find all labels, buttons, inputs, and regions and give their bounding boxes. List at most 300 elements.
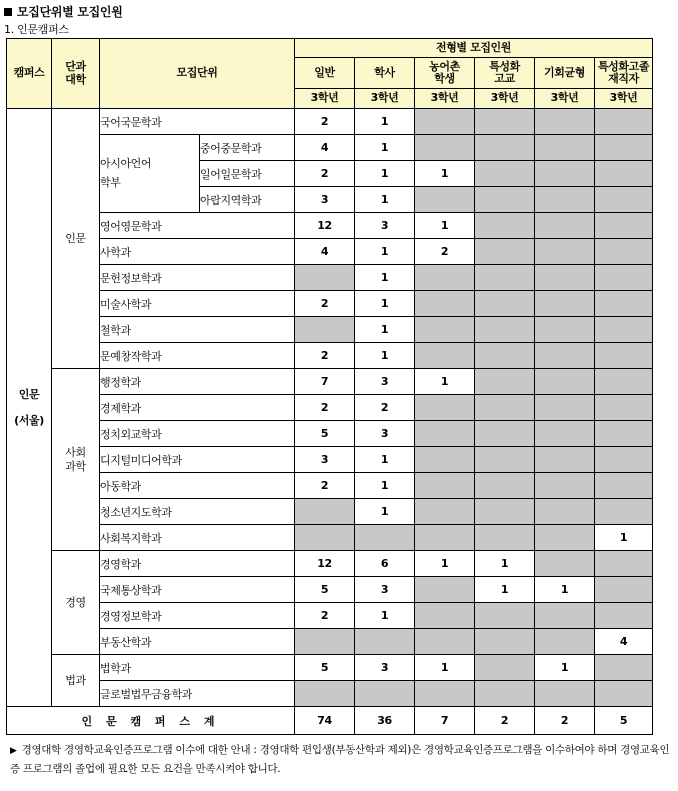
empty-cell	[475, 317, 535, 343]
total-value-text: 36	[377, 714, 392, 727]
empty-cell	[475, 109, 535, 135]
college-humanities	[52, 109, 100, 369]
quota-value: 4	[320, 245, 329, 258]
empty-cell	[595, 395, 653, 421]
department-name	[100, 447, 295, 473]
quota-cell	[355, 499, 415, 525]
quota-value: 1	[380, 609, 389, 622]
empty-cell	[595, 187, 653, 213]
department-name	[100, 473, 295, 499]
quota-value: 2	[440, 245, 449, 258]
quota-value: 3	[380, 219, 389, 232]
department-name	[100, 109, 295, 135]
empty-cell	[415, 577, 475, 603]
campus-cell	[7, 109, 52, 707]
empty-cell	[475, 681, 535, 707]
total-value	[295, 707, 355, 735]
empty-cell	[415, 473, 475, 499]
empty-cell	[535, 135, 595, 161]
department-label: 문헌정보학과	[100, 271, 162, 285]
quota-cell	[295, 473, 355, 499]
header-grade-0	[295, 89, 355, 109]
quota-cell	[295, 187, 355, 213]
college-social-science	[52, 369, 100, 551]
empty-cell	[595, 421, 653, 447]
department-name	[100, 239, 295, 265]
quota-cell	[355, 161, 415, 187]
quota-value: 12	[317, 219, 332, 232]
empty-cell	[595, 135, 653, 161]
header-grade-label: 3학년	[430, 91, 459, 105]
college-name: 법과	[65, 673, 86, 687]
quota-value: 1	[380, 115, 389, 128]
quota-cell	[355, 369, 415, 395]
quota-value: 1	[380, 323, 389, 336]
department-label: 아동학과	[100, 479, 141, 493]
table-row	[7, 213, 653, 239]
department-name	[200, 135, 295, 161]
quota-cell	[355, 551, 415, 577]
empty-cell	[595, 655, 653, 681]
table-row	[7, 135, 653, 161]
empty-cell	[475, 603, 535, 629]
table-row	[7, 421, 653, 447]
empty-cell	[475, 421, 535, 447]
department-name	[100, 525, 295, 551]
quota-cell	[295, 369, 355, 395]
empty-cell	[595, 239, 653, 265]
header-type-label: 특성화고졸	[597, 59, 650, 73]
total-value	[415, 707, 475, 735]
table-row	[7, 629, 653, 655]
quota-value: 1	[500, 557, 509, 570]
quota-cell	[355, 187, 415, 213]
quota-cell	[355, 109, 415, 135]
quota-value: 5	[320, 583, 329, 596]
total-value	[475, 707, 535, 735]
header-type-label: 학사	[374, 65, 395, 79]
quota-value: 1	[380, 505, 389, 518]
total-value-text: 2	[560, 714, 569, 727]
quota-cell	[295, 135, 355, 161]
department-name	[100, 499, 295, 525]
quota-value: 4	[619, 635, 628, 648]
empty-cell	[595, 369, 653, 395]
quota-value: 3	[380, 375, 389, 388]
empty-cell	[535, 473, 595, 499]
empty-cell	[475, 135, 535, 161]
department-label: 글로벌법무금융학과	[100, 687, 193, 701]
empty-cell	[415, 681, 475, 707]
empty-cell	[415, 421, 475, 447]
empty-cell	[535, 109, 595, 135]
note-text: 경영대학 경영학교육인증프로그램 이수에 대한 안내 : 경영대학 편입생(부동산학과 제외)은 경영학교육인증프로그램을 이수하여야 하며 경영교육인증 프로그램의 졸업에 필요한 모든 요건을 만족시켜야 합니다.	[10, 744, 670, 775]
header-grade-label: 3학년	[609, 91, 638, 105]
table-row	[7, 551, 653, 577]
empty-cell	[535, 369, 595, 395]
quota-cell	[415, 213, 475, 239]
department-name	[100, 317, 295, 343]
department-name	[100, 291, 295, 317]
empty-cell	[475, 525, 535, 551]
quota-cell	[355, 473, 415, 499]
department-label: 철학과	[100, 323, 131, 337]
empty-cell	[475, 213, 535, 239]
quota-value: 1	[560, 583, 569, 596]
empty-cell	[595, 161, 653, 187]
table-row	[7, 681, 653, 707]
quota-cell	[295, 603, 355, 629]
quota-cell	[295, 109, 355, 135]
empty-cell	[415, 447, 475, 473]
empty-cell	[535, 681, 595, 707]
quota-value: 1	[380, 141, 389, 154]
empty-cell	[595, 551, 653, 577]
department-name	[100, 603, 295, 629]
header-type-label: 특성화	[489, 59, 520, 73]
empty-cell	[595, 681, 653, 707]
division-name: 학부	[100, 175, 121, 189]
department-name	[100, 681, 295, 707]
empty-cell	[535, 499, 595, 525]
empty-cell	[535, 603, 595, 629]
department-label: 경영학과	[100, 557, 141, 571]
empty-cell	[415, 525, 475, 551]
empty-cell	[535, 343, 595, 369]
department-label: 경영정보학과	[100, 609, 162, 623]
department-label: 부동산학과	[100, 635, 152, 649]
header-grade-label: 3학년	[370, 91, 399, 105]
empty-cell	[295, 317, 355, 343]
empty-cell	[415, 109, 475, 135]
department-name	[100, 421, 295, 447]
quota-value: 3	[320, 453, 329, 466]
quota-cell	[355, 291, 415, 317]
empty-cell	[595, 577, 653, 603]
table-row	[7, 343, 653, 369]
quota-cell	[535, 655, 595, 681]
table-row	[7, 369, 653, 395]
campus-name: 인문	[18, 387, 40, 401]
quota-cell	[595, 525, 653, 551]
empty-cell	[475, 499, 535, 525]
empty-cell	[475, 369, 535, 395]
header-type-label: 재직자	[608, 72, 639, 85]
header-type-label: 학생	[434, 72, 455, 85]
quota-value: 2	[320, 479, 329, 492]
quota-value: 1	[440, 557, 449, 570]
header-type-2	[415, 58, 475, 89]
department-label: 영어영문학과	[100, 219, 162, 233]
empty-cell	[475, 343, 535, 369]
table-row	[7, 525, 653, 551]
table-row	[7, 395, 653, 421]
header-grade-3	[475, 89, 535, 109]
quota-value: 1	[380, 271, 389, 284]
quota-cell	[295, 213, 355, 239]
page-title	[4, 3, 123, 20]
department-label: 중어중문학과	[200, 141, 262, 155]
empty-cell	[535, 213, 595, 239]
empty-cell	[535, 161, 595, 187]
header-grade-1	[355, 89, 415, 109]
header-grade-label: 3학년	[550, 91, 579, 105]
total-row	[7, 707, 653, 735]
department-name	[100, 655, 295, 681]
quota-cell	[415, 551, 475, 577]
quota-value: 3	[380, 661, 389, 674]
quota-value: 2	[320, 401, 329, 414]
empty-cell	[595, 213, 653, 239]
empty-cell	[535, 317, 595, 343]
department-name	[100, 343, 295, 369]
department-label: 사회복지학과	[100, 531, 162, 545]
empty-cell	[475, 239, 535, 265]
quota-cell	[355, 603, 415, 629]
college-business	[52, 551, 100, 655]
header-campus: 캠퍼스	[7, 39, 52, 109]
header-college: 단과 대학	[52, 39, 100, 109]
header-unit: 모집단위	[100, 39, 295, 109]
table-row	[7, 291, 653, 317]
total-value-text: 74	[317, 714, 332, 727]
header-type-label: 고교	[494, 72, 515, 85]
empty-cell	[415, 343, 475, 369]
empty-cell	[475, 161, 535, 187]
empty-cell	[535, 291, 595, 317]
empty-cell	[295, 629, 355, 655]
empty-cell	[475, 447, 535, 473]
quota-cell	[295, 161, 355, 187]
empty-cell	[295, 525, 355, 551]
empty-cell	[415, 265, 475, 291]
quota-value: 3	[380, 427, 389, 440]
department-label: 디지털미디어학과	[100, 453, 182, 467]
total-value	[595, 707, 653, 735]
quota-value: 4	[320, 141, 329, 154]
empty-cell	[475, 395, 535, 421]
college-law	[52, 655, 100, 707]
college-name: 인문	[65, 231, 86, 245]
empty-cell	[535, 421, 595, 447]
header-group: 전형별 모집인원	[295, 39, 653, 58]
triangle-bullet-icon: ▶	[10, 746, 17, 756]
empty-cell	[415, 291, 475, 317]
quota-value: 1	[380, 453, 389, 466]
empty-cell	[595, 317, 653, 343]
page-title-text: 모집단위별 모집인원	[17, 5, 123, 19]
total-label	[7, 707, 295, 735]
empty-cell	[595, 499, 653, 525]
department-name	[200, 161, 295, 187]
total-value-text: 2	[500, 714, 509, 727]
empty-cell	[475, 473, 535, 499]
quota-cell	[355, 421, 415, 447]
department-name	[100, 551, 295, 577]
department-label: 국제통상학과	[100, 583, 162, 597]
quota-cell	[295, 447, 355, 473]
empty-cell	[295, 265, 355, 291]
quota-value: 1	[500, 583, 509, 596]
table-row	[7, 317, 653, 343]
quota-cell	[475, 551, 535, 577]
empty-cell	[415, 603, 475, 629]
quota-value: 1	[440, 375, 449, 388]
quota-cell	[355, 135, 415, 161]
quota-value: 1	[619, 531, 628, 544]
department-name	[100, 577, 295, 603]
department-label: 법학과	[100, 661, 131, 675]
header-grade-label: 3학년	[310, 91, 339, 105]
empty-cell	[595, 291, 653, 317]
table-row	[7, 473, 653, 499]
header-type-label: 농어촌	[429, 59, 460, 73]
admissions-table	[6, 38, 653, 735]
total-value	[355, 707, 415, 735]
empty-cell	[475, 265, 535, 291]
header-type-0	[295, 58, 355, 89]
department-name	[100, 369, 295, 395]
quota-cell	[295, 421, 355, 447]
quota-value: 1	[380, 167, 389, 180]
quota-value: 2	[320, 297, 329, 310]
quota-cell	[355, 239, 415, 265]
quota-cell	[415, 161, 475, 187]
quota-cell	[295, 395, 355, 421]
table-row	[7, 603, 653, 629]
quota-value: 1	[380, 245, 389, 258]
college-name: 경영	[65, 595, 86, 609]
quota-value: 5	[320, 661, 329, 674]
quota-value: 3	[320, 193, 329, 206]
empty-cell	[415, 629, 475, 655]
department-label: 사학과	[100, 245, 131, 259]
header-type-5	[595, 58, 653, 89]
empty-cell	[595, 603, 653, 629]
department-label: 미술사학과	[100, 297, 152, 311]
quota-cell	[295, 343, 355, 369]
empty-cell	[415, 135, 475, 161]
quota-value: 3	[380, 583, 389, 596]
quota-value: 1	[440, 167, 449, 180]
empty-cell	[595, 265, 653, 291]
quota-value: 2	[320, 115, 329, 128]
quota-cell	[355, 447, 415, 473]
empty-cell	[595, 109, 653, 135]
quota-value: 1	[440, 219, 449, 232]
header-grade-2	[415, 89, 475, 109]
business-certification-note	[10, 741, 670, 778]
quota-value: 1	[380, 479, 389, 492]
empty-cell	[595, 343, 653, 369]
department-name	[100, 213, 295, 239]
college-name: 사회	[65, 445, 86, 459]
total-value-text: 5	[619, 714, 628, 727]
quota-cell	[415, 655, 475, 681]
empty-cell	[475, 291, 535, 317]
quota-cell	[475, 577, 535, 603]
department-name	[200, 187, 295, 213]
header-type-label: 일반	[314, 65, 335, 79]
department-label: 정치외교학과	[100, 427, 162, 441]
department-name	[100, 265, 295, 291]
quota-cell	[535, 577, 595, 603]
quota-value: 1	[380, 297, 389, 310]
table-row	[7, 447, 653, 473]
quota-cell	[355, 577, 415, 603]
quota-value: 1	[380, 349, 389, 362]
table-row	[7, 499, 653, 525]
quota-cell	[295, 577, 355, 603]
empty-cell	[475, 655, 535, 681]
quota-value: 2	[380, 401, 389, 414]
header-type-label: 기회균형	[544, 65, 585, 79]
quota-cell	[295, 551, 355, 577]
empty-cell	[475, 629, 535, 655]
quota-cell	[355, 317, 415, 343]
section-subtitle: 1. 인문캠퍼스	[4, 23, 69, 36]
table-row	[7, 577, 653, 603]
quota-cell	[415, 239, 475, 265]
quota-cell	[415, 369, 475, 395]
empty-cell	[415, 317, 475, 343]
table-row	[7, 265, 653, 291]
quota-value: 1	[560, 661, 569, 674]
empty-cell	[415, 395, 475, 421]
table-row	[7, 655, 653, 681]
department-label: 경제학과	[100, 401, 141, 415]
department-label: 청소년지도학과	[100, 505, 172, 519]
empty-cell	[355, 681, 415, 707]
header-type-1	[355, 58, 415, 89]
quota-cell	[355, 655, 415, 681]
table-row	[7, 239, 653, 265]
quota-cell	[295, 239, 355, 265]
table-row	[7, 109, 653, 135]
empty-cell	[535, 395, 595, 421]
quota-value: 2	[320, 609, 329, 622]
quota-value: 2	[320, 349, 329, 362]
department-label: 행정학과	[100, 375, 141, 389]
quota-cell	[355, 213, 415, 239]
asia-language-division	[100, 135, 200, 213]
empty-cell	[535, 525, 595, 551]
quota-cell	[295, 291, 355, 317]
quota-value: 1	[380, 193, 389, 206]
quota-cell	[595, 629, 653, 655]
total-value-text: 7	[440, 714, 449, 727]
empty-cell	[595, 473, 653, 499]
quota-value: 7	[320, 375, 329, 388]
empty-cell	[355, 525, 415, 551]
quota-cell	[355, 343, 415, 369]
quota-cell	[355, 395, 415, 421]
total-value	[535, 707, 595, 735]
total-label-text: 인 문 캠 퍼 스 계	[81, 714, 220, 728]
empty-cell	[535, 265, 595, 291]
empty-cell	[475, 187, 535, 213]
quota-cell	[295, 655, 355, 681]
empty-cell	[595, 447, 653, 473]
header-grade-label: 3학년	[490, 91, 519, 105]
quota-cell	[355, 265, 415, 291]
division-name: 아시아언어	[100, 156, 152, 170]
college-name: 과학	[65, 459, 86, 473]
department-label: 문예창작학과	[100, 349, 162, 363]
square-bullet-icon	[4, 8, 12, 16]
empty-cell	[535, 447, 595, 473]
empty-cell	[535, 239, 595, 265]
